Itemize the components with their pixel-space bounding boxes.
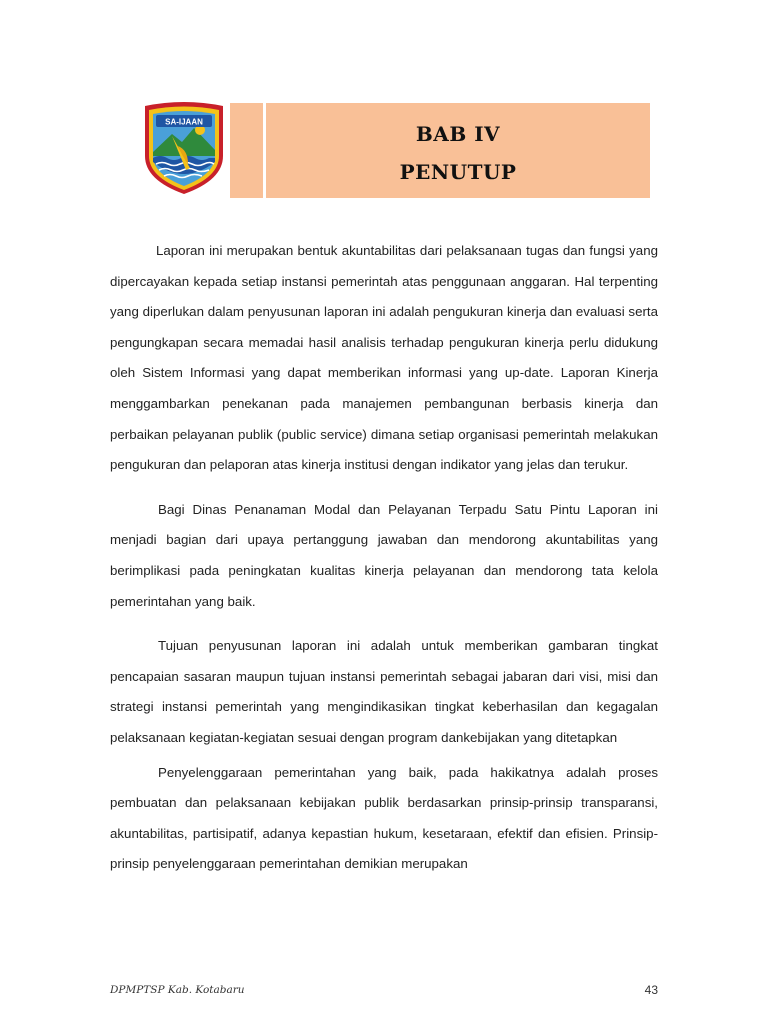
paragraph: Tujuan penyusunan laporan ini adalah untuk memberikan gambaran tingkat pencapaian sasaran maupun tujuan instansi pemerintah sebagai jabaran dari visi, misi dan strategi instansi pemerintah yang mengindikasikan tingkat keberhasilan dan kegagalan pelaksanaan kegiatan-kegiatan sesuai dengan program dankebijakan yang ditetapkan [110,638,658,745]
body-text [110,236,658,880]
header-accent-strip [230,103,263,198]
chapter-title: PENUTUP [399,160,517,184]
emblem-banner-text: SA-IJAAN [165,117,203,127]
paragraph: Laporan ini merupakan bentuk akuntabilitas dari pelaksanaan tugas dan fungsi yang dipercayakan kepada setiap instansi pemerintah atas penggunaan anggaran. Hal terpenting yang diperlukan dalam penyusunan laporan ini adalah pengukuran kinerja dan evaluasi serta pengungkapan secara memadai hasil analisis terhadap pengukuran kinerja perlu didukung oleh Sistem Informasi yang dapat memberikan informasi yang up-date. Laporan Kinerja menggambarkan penekanan pada manajemen pembangunan berbasis kinerja dan perbaikan pelayanan publik (public service) dimana setiap organisasi pemerintah melakukan pengukuran dan pelaporan atas kinerja institusi dengan indikator yang jelas dan terukur. [110,243,658,473]
kotabaru-emblem-logo [142,100,226,196]
footer-office-name: DPMPTSP Kab. Kotabaru [110,984,245,996]
paragraph: Bagi Dinas Penanaman Modal dan Pelayanan Terpadu Satu Pintu Laporan ini menjadi bagian dari upaya pertanggung jawaban dan mendorong akuntabilitas yang berimplikasi pada peningkatan kualitas kinerja pelayanan dan mendorong tata kelola pemerintahan yang baik. [110,501,658,609]
chapter-number: BAB IV [415,122,501,146]
paragraph: Penyelenggaraan pemerintahan yang baik, pada hakikatnya adalah proses pembuatan dan pelaksanaan kebijakan publik berdasarkan prinsip-prinsip transparansi, akuntabilitas, partisipatif, adanya kepastian hukum, kesetaraan, efektif dan efisien. Prinsip-prinsip penyelenggaraan pemerintahan demikian merupakan [110,764,658,872]
chapter-header [266,103,650,198]
page-number: 43 [644,983,658,997]
